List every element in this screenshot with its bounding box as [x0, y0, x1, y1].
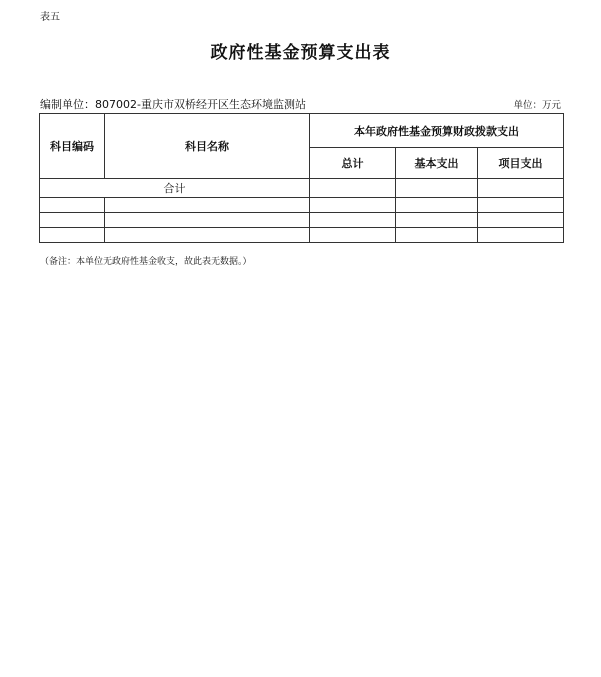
cell-name [105, 213, 310, 228]
cell-code [40, 213, 105, 228]
total-row-total-cell [310, 179, 396, 198]
cell-name [105, 198, 310, 213]
page-title: 政府性基金预算支出表 [210, 43, 391, 63]
header-basic-expenditure: 基本支出 [396, 148, 478, 179]
footnote: （备注：本单位无政府性基金收支，故此表无数据。） [40, 257, 252, 267]
compiling-unit-label: 编制单位：807002-重庆市双桥经开区生态环境监测站 [40, 98, 306, 111]
table-row-total [40, 179, 564, 198]
header-project-expenditure: 项目支出 [478, 148, 564, 179]
table-row [40, 213, 564, 228]
total-row-basic-cell [396, 179, 478, 198]
cell-basic [396, 228, 478, 243]
cell-project [478, 213, 564, 228]
header-fund-expenditure-group: 本年政府性基金预算财政拨款支出 [310, 114, 564, 148]
header-subject-name: 科目名称 [105, 114, 310, 179]
cell-code [40, 228, 105, 243]
header-total: 总计 [310, 148, 396, 179]
table-row [40, 228, 564, 243]
cell-total [310, 228, 396, 243]
total-row-label: 合计 [40, 179, 310, 198]
fund-budget-table [39, 113, 564, 243]
table-number-tag: 表五 [40, 12, 60, 23]
cell-name [105, 228, 310, 243]
cell-total [310, 213, 396, 228]
header-subject-code: 科目编码 [40, 114, 105, 179]
table-row [40, 198, 564, 213]
currency-unit-label: 单位：万元 [513, 100, 561, 111]
cell-total [310, 198, 396, 213]
cell-basic [396, 198, 478, 213]
cell-project [478, 198, 564, 213]
cell-basic [396, 213, 478, 228]
total-row-project-cell [478, 179, 564, 198]
cell-project [478, 228, 564, 243]
cell-code [40, 198, 105, 213]
